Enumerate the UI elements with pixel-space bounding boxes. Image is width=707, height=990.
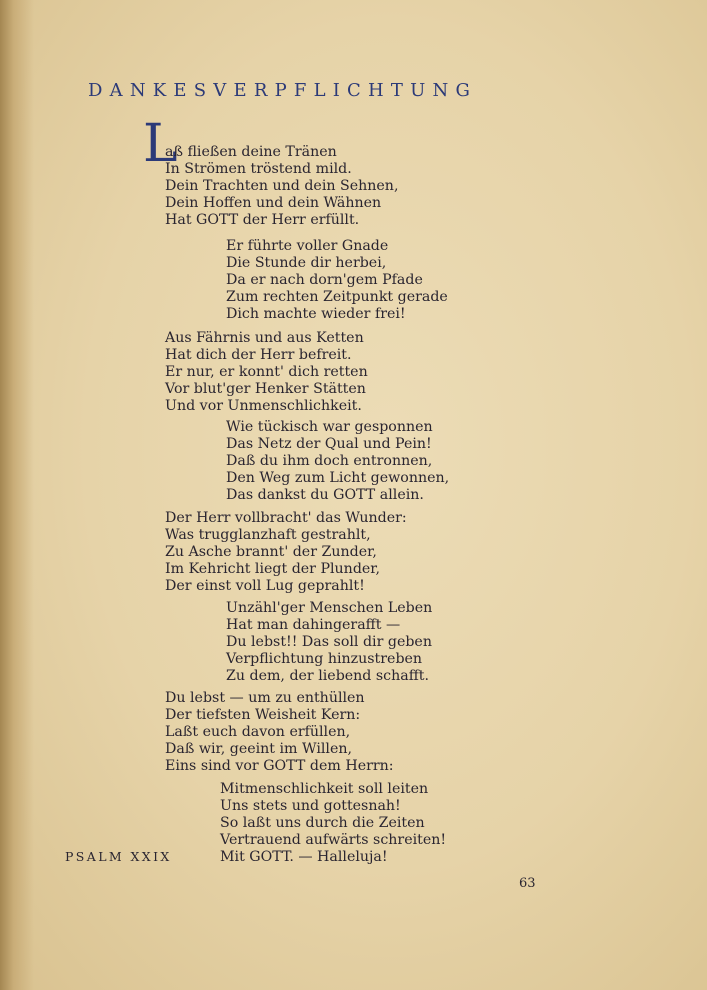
verse-line: Zu Asche brannt' der Zunder, — [165, 544, 377, 561]
verse-line: Verpflichtung hinzustreben — [226, 651, 423, 668]
stanza-6 — [226, 600, 432, 685]
verse-line: Zu dem, der liebend schafft. — [226, 668, 430, 685]
poem-title: DANKESVERPFLICHTUNG — [88, 80, 478, 101]
verse-line: Da er nach dorn'gem Pfade — [226, 272, 423, 289]
verse-line: Du lebst!! Das soll dir geben — [226, 634, 432, 651]
verse-line: Daß du ihm doch entronnen, — [226, 453, 433, 470]
verse-line: Vertrauend aufwärts schreiten! — [220, 832, 447, 849]
verse-line: Mitmenschlichkeit soll leiten — [220, 781, 429, 797]
verse-line: Vor blut'ger Henker Stätten — [165, 381, 366, 398]
stanza-8 — [220, 781, 446, 866]
verse-line: Du lebst — um zu enthüllen — [165, 690, 365, 706]
verse-line: Die Stunde dir herbei, — [226, 255, 387, 272]
verse-line: In Strömen tröstend mild. — [165, 161, 352, 178]
verse-line: Hat GOTT der Herr erfüllt. — [165, 212, 360, 229]
stanza-7 — [165, 690, 394, 775]
verse-line: Der tiefsten Weisheit Kern: — [165, 707, 361, 724]
verse-line: Dich machte wieder frei! — [226, 306, 406, 323]
verse-line: Eins sind vor GOTT dem Herrn: — [165, 758, 394, 775]
verse-line: Der Herr vollbracht' das Wunder: — [165, 510, 407, 526]
stanza-1 — [165, 144, 398, 229]
verse-line: Den Weg zum Licht gewonnen, — [226, 470, 450, 487]
verse-line: Mit GOTT. — Halleluja! — [220, 849, 388, 866]
stanza-3 — [165, 330, 368, 415]
verse-line: Er führte voller Gnade — [226, 238, 389, 254]
verse-line: Wie tückisch war gesponnen — [226, 419, 433, 435]
verse-line: Was trugglanzhaft gestrahlt, — [165, 527, 371, 544]
page-number: 63 — [519, 876, 536, 891]
verse-line: Das dankst du GOTT allein. — [226, 487, 424, 504]
stanza-4 — [226, 419, 449, 504]
verse-line: Uns stets und gottesnah! — [220, 798, 401, 815]
verse-line: Das Netz der Qual und Pein! — [226, 436, 432, 453]
verse-line: Laßt euch davon erfüllen, — [165, 724, 351, 741]
verse-line: Hat man dahingerafft — — [226, 617, 401, 634]
verse-line: aß fließen deine Tränen — [165, 144, 337, 160]
verse-line: So laßt uns durch die Zeiten — [220, 815, 425, 832]
stanza-2 — [226, 238, 448, 323]
verse-line: Zum rechten Zeitpunkt gerade — [226, 289, 448, 306]
drop-cap: L — [143, 114, 178, 174]
verse-line: Und vor Unmenschlichkeit. — [165, 398, 362, 415]
verse-line: Aus Fährnis und aus Ketten — [165, 330, 364, 346]
verse-line: Unzähl'ger Menschen Leben — [226, 600, 433, 616]
verse-line: Dein Trachten und dein Sehnen, — [165, 178, 399, 195]
verse-line: Dein Hoffen und dein Wähnen — [165, 195, 382, 212]
verse-line: Daß wir, geeint im Willen, — [165, 741, 352, 758]
stanza-5 — [165, 510, 407, 595]
verse-line: Er nur, er konnt' dich retten — [165, 364, 368, 381]
verse-line: Im Kehricht liegt der Plunder, — [165, 561, 381, 578]
psalm-reference: PSALM XXIX — [65, 849, 172, 864]
verse-line: Hat dich der Herr befreit. — [165, 347, 352, 364]
verse-line: Der einst voll Lug geprahlt! — [165, 578, 365, 595]
book-spine-shadow — [0, 0, 34, 990]
